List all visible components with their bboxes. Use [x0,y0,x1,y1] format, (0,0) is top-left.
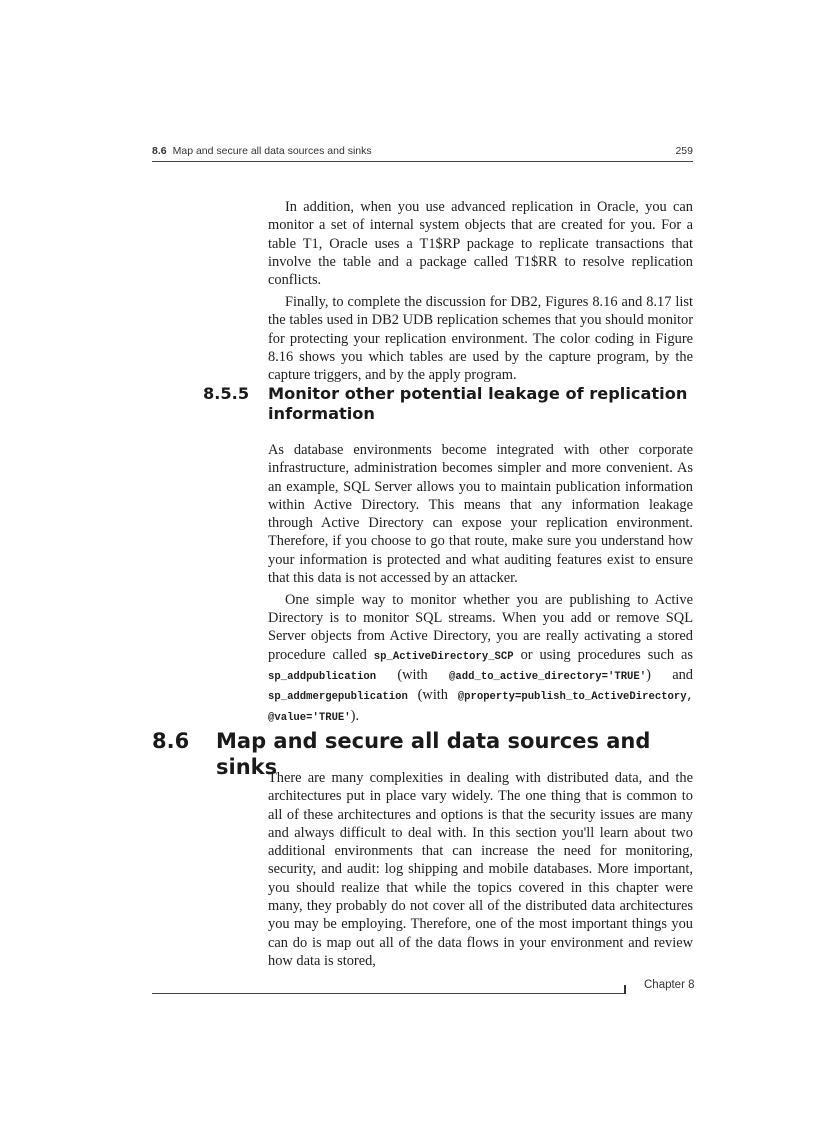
running-head-section-title: Map and secure all data sources and sinks [172,145,372,157]
page-number: 259 [675,145,693,157]
code-sp-addmergepublication: sp_addmergepublication [268,691,408,704]
text-segment: (with [376,667,450,684]
footer-rule [152,993,624,994]
section-text [268,769,693,970]
footer-tick-mark [624,985,626,994]
code-sp-activedirectory-scp: sp_ActiveDirectory_SCP [373,650,514,663]
subsection-text [268,441,693,727]
text-segment: ). [350,707,360,724]
subsection-number: 8.5.5 [203,384,250,403]
text-segment: or using procedures such as [513,646,694,663]
text-segment: One simple way to monitor whether you are publishing to Active Directory is to monitor SQL streams. When you add or remove SQL Server objects from Active Directory, you are really activating a stored procedure called [268,591,693,663]
text-segment: ) and [646,667,693,684]
code-add-to-active-directory: @add_to_active_directory='TRUE' [449,671,647,684]
paragraph-db2-tables: Finally, to complete the discussion for DB2, Figures 8.16 and 8.17 list the tables used in DB2 UDB replication schemes that you should monitor for protecting your replication environment. The color coding in Figure 8.16 shows you which tables are used by the capture program, by the capture triggers, and by the apply program. [268,293,693,384]
code-property-publish: @property=publish_to_ActiveDirectory, @value='TRUE' [268,691,693,724]
paragraph-monitor-sql-streams [268,591,693,727]
header-rule [152,161,693,162]
running-head [152,144,693,158]
footer-chapter-label: Chapter 8 [644,979,695,991]
running-head-section-number: 8.6 [152,145,167,157]
text-segment: (with [407,687,458,704]
paragraph-distributed-data: There are many complexities in dealing with distributed data, and the architectures put in place vary widely. The one thing that is common to all of these architectures and options is that the security issues are many and always difficult to deal with. In this section you'll learn about two additional environments that can increase the need for monitoring, security, and audit: log shipping and mobile databases. More important, you should realize that while the topics covered in this chapter were many, they probably do not cover all of the distributed data architectures you may be employing. Therefore, one of the most important things you can do is map out all of the data flows in your environment and review how data is stored, [268,770,693,969]
intro-text [268,198,693,384]
section-title: Map and secure all data sources and sinks [216,729,651,779]
section-number: 8.6 [152,729,190,753]
subsection-title: Monitor other potential leakage of replication information [268,384,688,423]
code-sp-addpublication: sp_addpublication [268,671,377,684]
paragraph-advanced-replication: In addition, when you use advanced replication in Oracle, you can monitor a set of internal system objects that are created for you. For a table T1, Oracle uses a T1$RP package to replicate transactions that involve the table and a package called T1$RR to resolve replication conflicts. [268,199,693,289]
subsection-heading [203,384,693,424]
paragraph-active-directory: As database environments become integrated with other corporate infrastructure, administration becomes simpler and more convenient. As an example, SQL Server allows you to maintain publication information within Active Directory. This means that any information leakage through Active Directory can expose your replication environment. Therefore, if you choose to go that route, make sure you understand how your information is protected and what auditing features exist to ensure that this data is not accessed by an attacker. [268,442,693,587]
